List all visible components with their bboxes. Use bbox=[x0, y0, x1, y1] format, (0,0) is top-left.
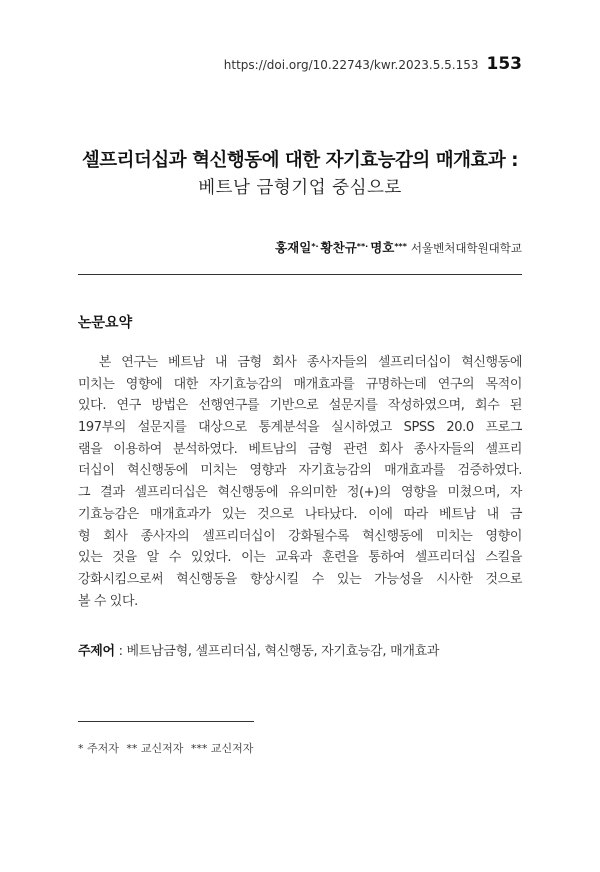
footnote-item: *** 교신저자 bbox=[190, 742, 254, 755]
footnote-divider bbox=[78, 721, 254, 722]
author-name: 명호 bbox=[370, 240, 395, 255]
page-header bbox=[224, 54, 522, 74]
footnote-item: * 주저자 bbox=[78, 742, 119, 755]
footnotes bbox=[78, 740, 257, 756]
abstract-line: 197부의 설문지를 대상으로 통계분석을 실시하였고 SPSS 20.0 프로그 bbox=[78, 420, 522, 436]
abstract-line: 램을 이용하여 분석하였다. 베트남의 금형 관련 회사 종사자들의 셀프리 bbox=[78, 441, 522, 457]
abstract-line: 미치는 영향에 대한 자기효능감의 매개효과를 규명하는데 연구의 목적이 bbox=[78, 376, 522, 392]
footnote-item: ** 교신저자 bbox=[126, 742, 184, 755]
author-name: 황찬규 bbox=[320, 240, 357, 255]
keywords-separator: : bbox=[114, 644, 127, 659]
paper-subtitle: 베트남 금형기업 중심으로 bbox=[198, 178, 402, 198]
author-line bbox=[275, 238, 522, 256]
affiliation: 서울벤처대학원대학교 bbox=[410, 241, 522, 255]
keywords bbox=[78, 640, 522, 659]
abstract-body bbox=[78, 352, 522, 612]
author-name: 홍재일 bbox=[275, 240, 312, 255]
abstract-line: 본 연구는 베트남 내 금형 회사 종사자들의 셀프리더십이 혁신행동에 bbox=[78, 355, 522, 370]
abstract-line: 볼 수 있다. bbox=[78, 593, 138, 609]
doi-link[interactable]: https://doi.org/10.22743/kwr.2023.5.5.153 bbox=[223, 58, 479, 72]
author-mark: **· bbox=[356, 242, 369, 251]
page-number: 153 bbox=[486, 54, 522, 74]
abstract-line: 형 회사 종사자의 셀프리더십이 강화될수록 혁신행동에 미치는 영향이 bbox=[78, 528, 522, 544]
abstract-heading: 논문요약 bbox=[78, 315, 133, 331]
abstract-line: 있는 것을 알 수 있었다. 이는 교육과 훈련을 통하여 셀프리더십 스킬을 bbox=[78, 550, 522, 566]
abstract-line: 있다. 연구 방법은 선행연구를 기반으로 설문지를 작성하였으며, 회수 된 bbox=[78, 398, 522, 414]
title-divider bbox=[78, 274, 522, 275]
keywords-label: 주제어 bbox=[78, 644, 115, 659]
author-mark: *· bbox=[311, 242, 319, 251]
abstract-line: 강화시킴으로써 혁신행동을 향상시킬 수 있는 가능성을 시사한 것으로 bbox=[78, 571, 522, 587]
author-mark: *** bbox=[394, 242, 407, 251]
abstract-line: 기효능감은 매개효과가 있는 것으로 나타났다. 이에 따라 베트남 내 금 bbox=[78, 506, 522, 522]
abstract-line: 그 결과 셀프리더십은 혁신행동에 유의미한 정(+)의 영향을 미쳤으며, 자 bbox=[78, 485, 522, 501]
paper-title: 셀프리더십과 혁신행동에 대한 자기효능감의 매개효과 : bbox=[81, 150, 519, 171]
keywords-text: 베트남금형, 셀프리더십, 혁신행동, 자기효능감, 매개효과 bbox=[126, 644, 440, 659]
abstract-line: 더십이 혁신행동에 미치는 영향과 자기효능감의 매개효과를 검증하였다. bbox=[78, 463, 522, 479]
